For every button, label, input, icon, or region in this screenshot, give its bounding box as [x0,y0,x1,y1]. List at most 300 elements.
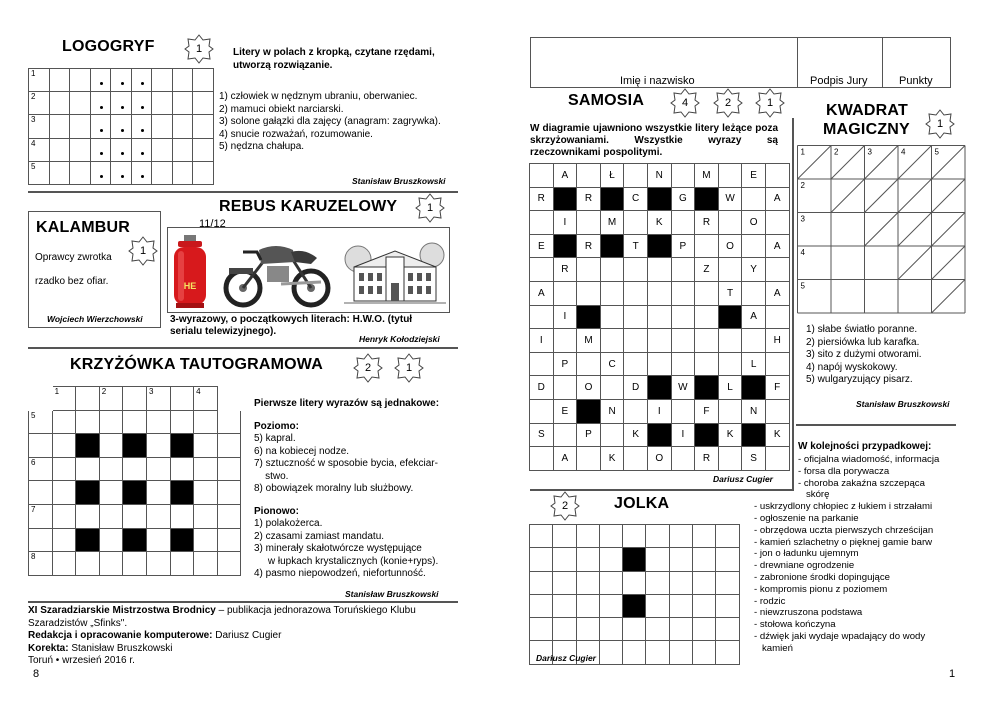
grid-cell[interactable]: M [695,164,719,188]
grid-cell[interactable]: E [553,399,577,423]
grid-cell[interactable] [194,552,218,576]
grid-cell[interactable] [29,69,50,92]
grid-cell[interactable] [576,548,599,571]
grid-cell[interactable] [217,434,241,458]
grid-cell[interactable] [29,528,53,552]
grid-cell[interactable]: K [624,423,648,447]
grid-cell[interactable] [553,376,577,400]
grid-cell[interactable] [599,548,622,571]
grid-cell[interactable] [553,423,577,447]
grid-cell[interactable] [742,329,766,353]
grid-cell[interactable]: R [577,187,601,211]
grid-cell[interactable] [646,548,669,571]
grid-cell[interactable]: Y [742,258,766,282]
grid-cell[interactable]: C [624,187,648,211]
grid-cell[interactable] [111,161,132,184]
grid-cell[interactable] [146,552,170,576]
grid-cell[interactable] [577,281,601,305]
grid-cell[interactable] [52,481,76,505]
grid-cell[interactable] [765,352,789,376]
grid-cell[interactable] [600,187,624,211]
grid-cell[interactable]: A [553,164,577,188]
grid-cell[interactable] [49,115,70,138]
grid-cell[interactable] [146,528,170,552]
grid-cell[interactable] [146,457,170,481]
grid-cell[interactable] [152,69,173,92]
grid-cell[interactable]: D [530,376,554,400]
grid-cell[interactable] [111,92,132,115]
grid-cell[interactable] [669,525,692,548]
grid-cell[interactable] [52,528,76,552]
grid-cell[interactable] [577,352,601,376]
grid-cell[interactable] [111,138,132,161]
grid-cell[interactable] [623,571,646,594]
grid-cell[interactable] [193,92,214,115]
grid-cell[interactable]: A [765,281,789,305]
grid-cell[interactable] [29,115,50,138]
grid-cell[interactable]: Z [695,258,719,282]
grid-cell[interactable] [765,211,789,235]
grid-cell[interactable] [646,594,669,617]
grid-cell[interactable] [695,376,719,400]
grid-cell[interactable] [90,92,111,115]
grid-cell[interactable] [530,258,554,282]
grid-cell[interactable] [170,504,194,528]
grid-cell[interactable] [647,281,671,305]
grid-cell[interactable] [624,329,648,353]
grid-cell[interactable] [577,305,601,329]
grid-cell[interactable] [624,211,648,235]
grid-cell[interactable] [742,281,766,305]
grid-cell[interactable] [99,528,123,552]
grid-cell[interactable]: W [718,187,742,211]
grid-cell[interactable] [600,234,624,258]
grid-cell[interactable] [76,387,100,411]
grid-cell[interactable] [111,115,132,138]
grid-cell[interactable] [131,115,152,138]
grid-cell[interactable] [647,305,671,329]
grid-cell[interactable] [217,481,241,505]
grid-cell[interactable] [52,410,76,434]
grid-cell[interactable]: K [765,423,789,447]
grid-cell[interactable] [765,305,789,329]
grid-cell[interactable] [194,387,218,411]
grid-cell[interactable] [576,571,599,594]
grid-cell[interactable]: M [577,329,601,353]
grid-cell[interactable] [530,447,554,471]
grid-cell[interactable] [599,571,622,594]
grid-cell[interactable]: K [718,423,742,447]
grid-cell[interactable] [52,387,76,411]
grid-cell[interactable] [716,525,739,548]
grid-cell[interactable] [52,552,76,576]
grid-cell[interactable] [623,641,646,664]
grid-cell[interactable] [90,69,111,92]
grid-cell[interactable] [671,281,695,305]
grid-cell[interactable]: L [742,352,766,376]
grid-cell[interactable] [530,399,554,423]
grid-cell[interactable]: H [765,329,789,353]
grid-cell[interactable] [76,528,100,552]
grid-cell[interactable] [577,164,601,188]
grid-cell[interactable]: R [695,447,719,471]
grid-cell[interactable] [716,618,739,641]
grid-cell[interactable]: K [647,211,671,235]
grid-cell[interactable] [623,594,646,617]
grid-cell[interactable] [217,528,241,552]
grid-cell[interactable] [530,305,554,329]
grid-cell[interactable] [90,115,111,138]
grid-cell[interactable] [194,410,218,434]
grid-cell[interactable] [576,594,599,617]
grid-cell[interactable] [99,504,123,528]
grid-cell[interactable] [99,434,123,458]
grid-cell[interactable] [123,387,147,411]
grid-cell[interactable] [671,164,695,188]
grid-cell[interactable] [671,211,695,235]
grid-cell[interactable] [99,457,123,481]
grid-cell[interactable] [671,329,695,353]
grid-cell[interactable] [742,423,766,447]
grid-cell[interactable] [217,410,241,434]
grid-cell[interactable] [123,528,147,552]
grid-cell[interactable]: P [671,234,695,258]
grid-cell[interactable] [695,423,719,447]
grid-cell[interactable] [624,281,648,305]
grid-cell[interactable] [716,548,739,571]
grid-cell[interactable] [131,69,152,92]
grid-cell[interactable] [600,329,624,353]
grid-cell[interactable] [111,69,132,92]
grid-cell[interactable] [194,457,218,481]
grid-cell[interactable] [99,552,123,576]
grid-cell[interactable] [29,434,53,458]
grid-cell[interactable] [553,329,577,353]
grid-cell[interactable] [671,447,695,471]
grid-cell[interactable] [76,552,100,576]
grid-cell[interactable] [718,258,742,282]
grid-cell[interactable] [577,399,601,423]
grid-cell[interactable] [718,399,742,423]
grid-cell[interactable]: A [742,305,766,329]
grid-cell[interactable]: W [671,376,695,400]
grid-cell[interactable] [693,641,716,664]
grid-cell[interactable] [695,281,719,305]
grid-cell[interactable] [49,138,70,161]
grid-cell[interactable]: T [718,281,742,305]
grid-cell[interactable] [765,258,789,282]
grid-cell[interactable] [671,399,695,423]
grid-cell[interactable]: I [647,399,671,423]
grid-cell[interactable] [146,481,170,505]
grid-cell[interactable] [553,234,577,258]
grid-cell[interactable] [624,305,648,329]
grid-cell[interactable] [49,69,70,92]
grid-cell[interactable] [170,481,194,505]
grid-cell[interactable] [718,305,742,329]
grid-cell[interactable]: G [671,187,695,211]
grid-cell[interactable] [647,234,671,258]
grid-cell[interactable] [99,410,123,434]
grid-cell[interactable]: Ł [600,164,624,188]
grid-cell[interactable] [152,161,173,184]
grid-cell[interactable] [669,548,692,571]
grid-cell[interactable] [599,594,622,617]
grid-cell[interactable] [553,187,577,211]
grid-cell[interactable] [742,376,766,400]
grid-cell[interactable] [553,281,577,305]
grid-cell[interactable] [624,258,648,282]
grid-cell[interactable] [624,399,648,423]
grid-cell[interactable]: C [600,352,624,376]
grid-cell[interactable] [70,69,91,92]
grid-cell[interactable]: R [577,234,601,258]
grid-cell[interactable] [29,457,53,481]
grid-cell[interactable] [742,234,766,258]
grid-cell[interactable] [194,434,218,458]
grid-cell[interactable]: P [577,423,601,447]
grid-cell[interactable] [669,594,692,617]
grid-cell[interactable] [194,528,218,552]
grid-cell[interactable] [123,481,147,505]
grid-cell[interactable] [49,161,70,184]
grid-cell[interactable] [624,352,648,376]
grid-cell[interactable] [693,548,716,571]
grid-cell[interactable] [553,594,576,617]
grid-cell[interactable] [647,187,671,211]
grid-cell[interactable]: O [718,234,742,258]
grid-cell[interactable] [49,92,70,115]
grid-cell[interactable] [693,571,716,594]
grid-cell[interactable] [716,594,739,617]
grid-cell[interactable] [217,387,241,411]
grid-cell[interactable] [123,410,147,434]
grid-cell[interactable] [217,457,241,481]
grid-cell[interactable] [530,352,554,376]
grid-cell[interactable] [553,548,576,571]
grid-cell[interactable] [76,481,100,505]
grid-cell[interactable] [600,423,624,447]
grid-cell[interactable] [599,641,622,664]
grid-cell[interactable] [29,481,53,505]
grid-cell[interactable]: T [624,234,648,258]
grid-cell[interactable] [172,69,193,92]
grid-cell[interactable] [530,618,553,641]
grid-cell[interactable]: K [600,447,624,471]
grid-cell[interactable] [577,447,601,471]
grid-cell[interactable] [646,571,669,594]
grid-cell[interactable] [695,305,719,329]
grid-cell[interactable] [600,305,624,329]
grid-cell[interactable]: D [624,376,648,400]
grid-cell[interactable] [765,399,789,423]
grid-cell[interactable] [530,164,554,188]
grid-cell[interactable] [29,552,53,576]
grid-cell[interactable] [123,504,147,528]
grid-cell[interactable]: R [530,187,554,211]
grid-cell[interactable] [693,594,716,617]
grid-cell[interactable] [669,641,692,664]
grid-cell[interactable] [600,281,624,305]
grid-cell[interactable] [123,434,147,458]
grid-cell[interactable] [170,387,194,411]
grid-cell[interactable] [90,161,111,184]
grid-cell[interactable] [52,457,76,481]
grid-cell[interactable] [52,504,76,528]
grid-cell[interactable]: N [647,164,671,188]
grid-cell[interactable]: E [530,234,554,258]
grid-cell[interactable] [693,618,716,641]
grid-cell[interactable] [624,164,648,188]
grid-cell[interactable] [146,410,170,434]
grid-cell[interactable] [647,423,671,447]
grid-cell[interactable] [70,115,91,138]
grid-cell[interactable]: P [553,352,577,376]
grid-cell[interactable] [170,528,194,552]
grid-cell[interactable] [193,161,214,184]
grid-cell[interactable] [170,457,194,481]
grid-cell[interactable]: R [553,258,577,282]
grid-cell[interactable]: M [600,211,624,235]
grid-cell[interactable] [146,387,170,411]
grid-cell[interactable] [146,434,170,458]
grid-cell[interactable] [669,571,692,594]
grid-cell[interactable] [646,641,669,664]
grid-cell[interactable]: S [530,423,554,447]
grid-cell[interactable] [152,92,173,115]
grid-cell[interactable]: I [671,423,695,447]
grid-cell[interactable]: R [695,211,719,235]
grid-cell[interactable] [671,258,695,282]
grid-cell[interactable] [553,618,576,641]
grid-cell[interactable] [76,457,100,481]
grid-cell[interactable] [152,138,173,161]
grid-cell[interactable]: O [647,447,671,471]
grid-cell[interactable] [646,525,669,548]
grid-cell[interactable]: O [577,376,601,400]
grid-cell[interactable] [29,138,50,161]
grid-cell[interactable] [76,434,100,458]
grid-cell[interactable] [172,92,193,115]
grid-cell[interactable] [742,187,766,211]
grid-cell[interactable] [172,115,193,138]
grid-cell[interactable] [718,164,742,188]
grid-cell[interactable] [577,211,601,235]
grid-cell[interactable] [530,594,553,617]
grid-cell[interactable] [70,92,91,115]
grid-cell[interactable] [194,504,218,528]
grid-cell[interactable] [70,138,91,161]
grid-cell[interactable] [217,504,241,528]
grid-cell[interactable] [70,161,91,184]
grid-cell[interactable] [172,161,193,184]
grid-cell[interactable] [671,352,695,376]
grid-cell[interactable]: I [553,305,577,329]
grid-cell[interactable] [553,571,576,594]
grid-cell[interactable] [623,525,646,548]
grid-cell[interactable] [52,434,76,458]
grid-cell[interactable] [29,504,53,528]
grid-cell[interactable] [695,352,719,376]
grid-cell[interactable] [576,525,599,548]
grid-cell[interactable] [170,552,194,576]
grid-cell[interactable]: O [742,211,766,235]
grid-cell[interactable] [693,525,716,548]
grid-cell[interactable] [600,376,624,400]
grid-cell[interactable] [647,352,671,376]
grid-cell[interactable] [99,481,123,505]
grid-cell[interactable] [29,410,53,434]
grid-cell[interactable] [146,504,170,528]
grid-cell[interactable]: S [742,447,766,471]
grid-cell[interactable] [646,618,669,641]
grid-cell[interactable] [600,258,624,282]
grid-cell[interactable]: A [765,234,789,258]
grid-cell[interactable] [716,571,739,594]
grid-cell[interactable] [29,387,53,411]
grid-cell[interactable] [530,525,553,548]
grid-cell[interactable] [131,92,152,115]
grid-cell[interactable] [647,258,671,282]
grid-cell[interactable] [193,69,214,92]
grid-cell[interactable] [530,571,553,594]
grid-cell[interactable] [530,548,553,571]
grid-cell[interactable] [170,410,194,434]
grid-cell[interactable] [123,552,147,576]
grid-cell[interactable] [718,352,742,376]
grid-cell[interactable]: N [742,399,766,423]
grid-cell[interactable] [671,305,695,329]
grid-cell[interactable]: A [553,447,577,471]
grid-cell[interactable] [695,234,719,258]
grid-cell[interactable] [695,329,719,353]
grid-cell[interactable] [647,329,671,353]
grid-cell[interactable] [193,115,214,138]
grid-cell[interactable] [131,161,152,184]
grid-cell[interactable]: N [600,399,624,423]
grid-cell[interactable] [194,481,218,505]
grid-cell[interactable] [647,376,671,400]
grid-cell[interactable] [718,447,742,471]
grid-cell[interactable] [76,410,100,434]
grid-cell[interactable] [76,504,100,528]
grid-cell[interactable]: E [742,164,766,188]
grid-cell[interactable] [718,211,742,235]
grid-cell[interactable] [599,618,622,641]
grid-cell[interactable] [131,138,152,161]
grid-cell[interactable]: F [765,376,789,400]
grid-cell[interactable] [669,618,692,641]
grid-cell[interactable] [695,187,719,211]
grid-cell[interactable] [553,525,576,548]
grid-cell[interactable]: A [530,281,554,305]
grid-cell[interactable] [170,434,194,458]
grid-cell[interactable] [623,618,646,641]
grid-cell[interactable] [623,548,646,571]
grid-cell[interactable]: L [718,376,742,400]
grid-cell[interactable] [193,138,214,161]
grid-cell[interactable] [577,258,601,282]
grid-cell[interactable] [624,447,648,471]
grid-cell[interactable]: A [765,187,789,211]
grid-cell[interactable] [716,641,739,664]
grid-cell[interactable]: F [695,399,719,423]
grid-cell[interactable] [123,457,147,481]
grid-cell[interactable] [152,115,173,138]
grid-cell[interactable] [765,164,789,188]
grid-cell[interactable] [530,211,554,235]
grid-cell[interactable] [29,161,50,184]
